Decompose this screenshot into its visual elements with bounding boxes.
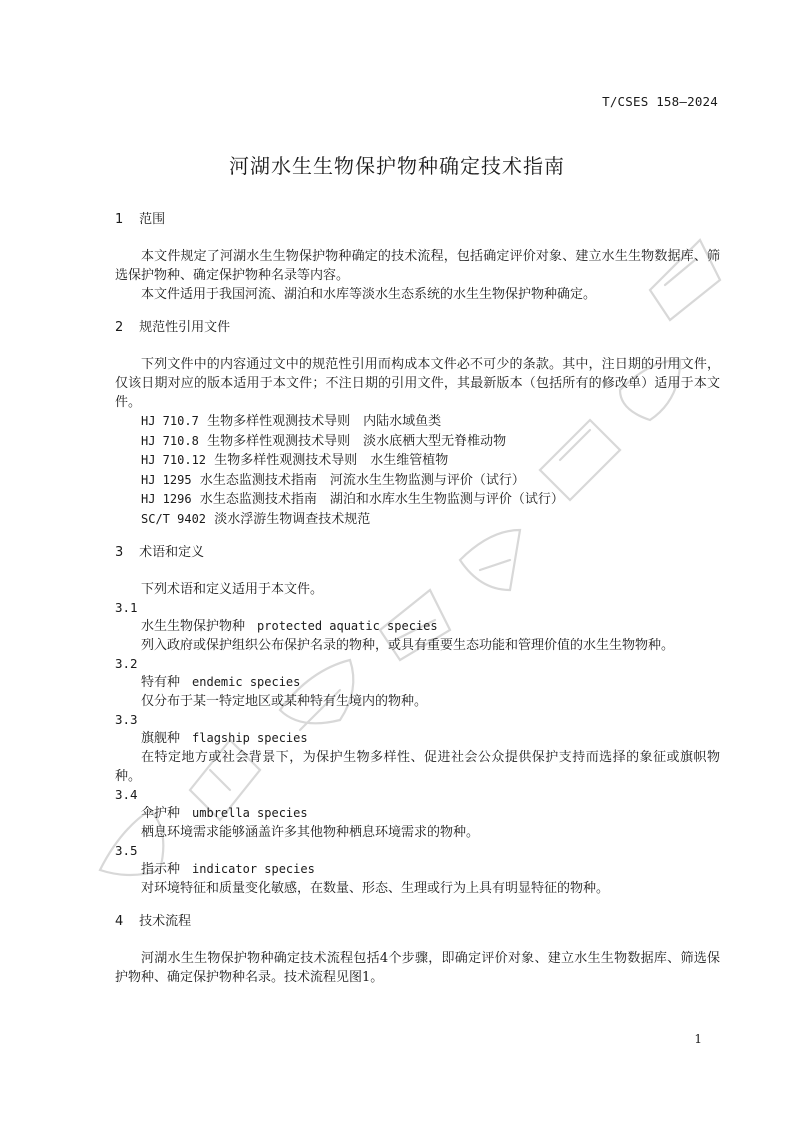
reference-title: 水生态监测技术指南 湖泊和水库水生生物监测与评价（试行）: [199, 492, 564, 507]
term-number: 3.3: [115, 712, 138, 727]
term-number: 3.4: [115, 787, 138, 802]
term-name: [115, 729, 720, 748]
section-number: 1: [115, 212, 124, 227]
term-number: 3.2: [115, 656, 138, 671]
term-entry: [115, 842, 720, 898]
term-number: 3.5: [115, 843, 138, 858]
section-title: 规范性引用文件: [139, 320, 231, 335]
section-heading-terms-and-definitions: [115, 543, 720, 562]
page-number: 1: [694, 1032, 702, 1046]
term-definition: 栖息环境需求能够涵盖许多其他物种栖息环境需求的物种。: [141, 825, 480, 840]
reference-item: [115, 432, 720, 452]
term-entry: [115, 599, 720, 655]
reference-item: [115, 471, 720, 491]
term-chinese: 指示种: [141, 862, 181, 877]
section-title: 范围: [139, 212, 166, 227]
reference-title: 生物多样性观测技术导则 内陆水域鱼类: [207, 414, 442, 429]
term-definition: 对环境特征和质量变化敏感，在数量、形态、生理或行为上具有明显特征的物种。: [141, 881, 610, 896]
paragraph: 下列术语和定义适用于本文件。: [141, 582, 324, 597]
section-heading-scope: [115, 210, 720, 229]
section-heading-technical-process: [115, 912, 720, 931]
document-title: 河湖水生生物保护物种确定技术指南: [229, 154, 565, 178]
paragraph: 下列文件中的内容通过文中的规范性引用而构成本文件必不可少的条款。其中，注日期的引用文件，仅该日期对应的版本适用于本文件；不注日期的引用文件，其最新版本（包括所有的修改单）适用于本文件。: [115, 357, 720, 410]
reference-code: HJ 710.8: [141, 433, 199, 448]
reference-item: [115, 490, 720, 510]
paragraph: 河湖水生生物保护物种确定技术流程包括4个步骤，即确定评价对象、建立水生生物数据库、筛选保护物种、确定保护物种名录。技术流程见图1。: [115, 951, 720, 985]
paragraph: 本文件适用于我国河流、湖泊和水库等淡水生态系统的水生生物保护物种确定。: [141, 287, 597, 302]
term-definition: 仅分布于某一特定地区或某种特有生境内的物种。: [141, 694, 428, 709]
section-heading-normative-references: [115, 318, 720, 337]
term-english: indicator species: [192, 862, 315, 876]
term-definition: 列入政府或保护组织公布保护名录的物种，或具有重要生态功能和管理价值的水生生物物种。: [141, 638, 675, 653]
term-chinese: 特有种: [141, 675, 181, 690]
section-title: 术语和定义: [139, 545, 205, 560]
section-number: 3: [115, 545, 124, 560]
term-name: [115, 804, 720, 823]
term-number: 3.1: [115, 600, 138, 615]
reference-title: 生物多样性观测技术导则 淡水底栖大型无脊椎动物: [207, 433, 507, 449]
term-entry: [115, 711, 720, 786]
reference-title: 淡水浮游生物调查技术规范: [214, 511, 371, 527]
term-english: protected aquatic species: [257, 619, 438, 633]
reference-item: [115, 510, 720, 530]
term-english: endemic species: [192, 675, 301, 689]
term-name: [115, 673, 720, 692]
term-name: [115, 860, 720, 879]
reference-code: HJ 710.7: [141, 414, 199, 428]
reference-code: HJ 1296: [141, 492, 192, 506]
reference-code: HJ 710.12: [141, 453, 207, 467]
term-english: flagship species: [192, 731, 308, 745]
reference-code: SC/T 9402: [141, 511, 207, 526]
reference-item: [115, 412, 720, 432]
term-english: umbrella species: [192, 806, 308, 820]
reference-title: 水生态监测技术指南 河流水生生物监测与评价（试行）: [199, 472, 525, 488]
reference-list: [115, 412, 720, 529]
reference-title: 生物多样性观测技术导则 水生维管植物: [214, 453, 449, 468]
section-number: 4: [115, 914, 124, 929]
section-title: 技术流程: [139, 914, 192, 929]
document-code: T/CSES 158—2024: [602, 94, 718, 109]
document-body: [115, 210, 720, 987]
term-name: [115, 617, 720, 636]
term-entry: [115, 655, 720, 711]
term-chinese: 伞护种: [141, 806, 181, 821]
paragraph: 本文件规定了河湖水生生物保护物种确定的技术流程，包括确定评价对象、建立水生生物数据库、筛选保护物种、确定保护物种名录等内容。: [115, 249, 720, 283]
term-chinese: 旗舰种: [141, 731, 181, 746]
term-chinese: 水生生物保护物种: [141, 619, 246, 634]
section-number: 2: [115, 320, 124, 335]
reference-code: HJ 1295: [141, 472, 192, 487]
term-entry: [115, 786, 720, 842]
term-definition: 在特定地方或社会背景下，为保护生物多样性、促进社会公众提供保护支持而选择的象征或旗帜物种。: [115, 750, 720, 784]
reference-item: [115, 451, 720, 471]
